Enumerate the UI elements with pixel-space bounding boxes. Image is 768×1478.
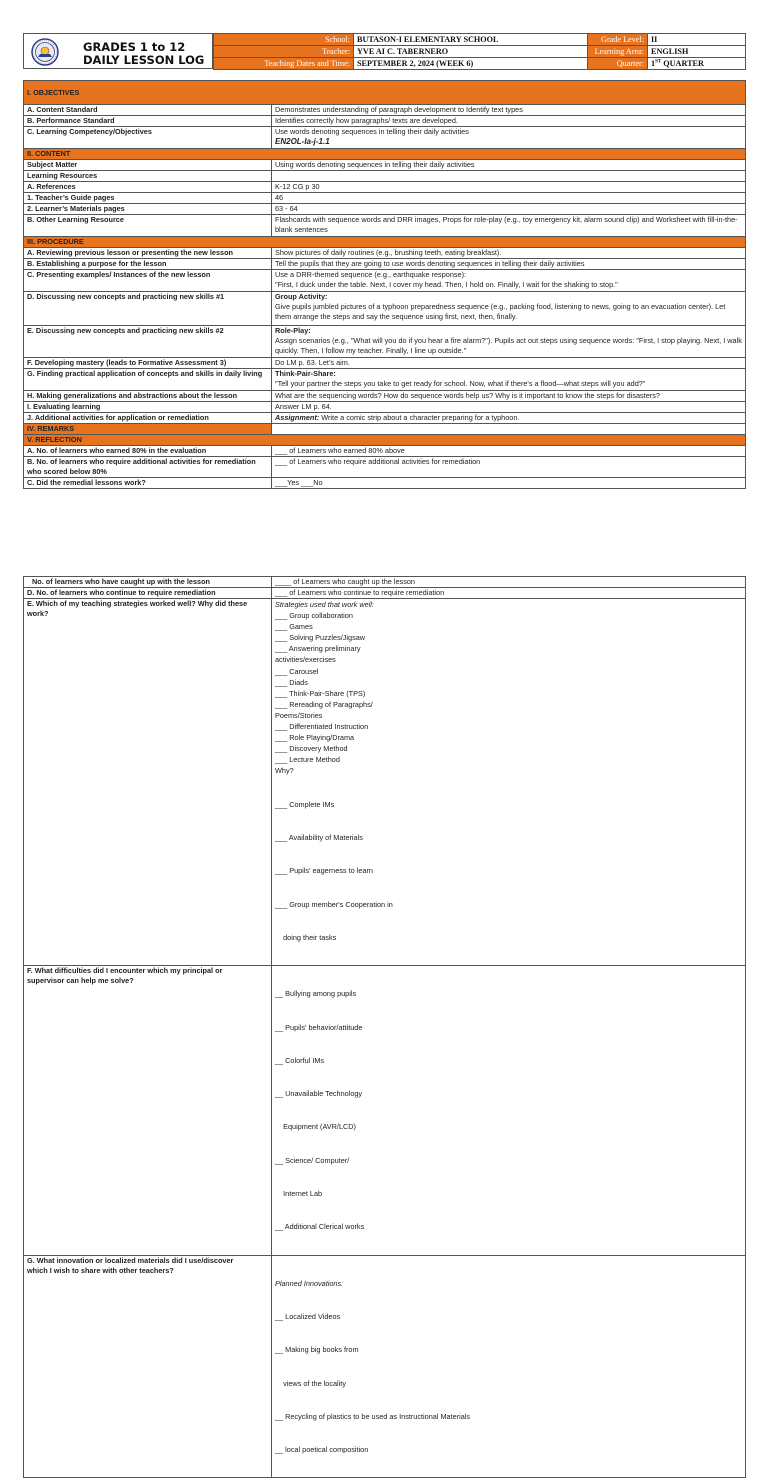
- deped-seal-icon: [31, 38, 59, 66]
- teaching-dates-label: Teaching Dates and Time:: [214, 58, 354, 70]
- subject-matter-label: Subject Matter: [24, 160, 272, 171]
- competency-code: EN2OL-Ia-j-1.1: [275, 137, 330, 146]
- content-standard-value: Demonstrates understanding of paragraph development to Identify text types: [272, 105, 746, 116]
- competency-value: Use words denoting sequences in telling their daily activities: [275, 127, 469, 136]
- logo-cell: [23, 33, 213, 69]
- school-value: BUTASON-I ELEMENTARY SCHOOL: [354, 34, 588, 46]
- content-standard-label: A. Content Standard: [24, 105, 272, 116]
- strategy-item: ___ Carousel: [275, 666, 319, 676]
- quarter-value: [648, 58, 746, 70]
- school-label: School:: [214, 34, 354, 46]
- proc-b-label: B. Establishing a purpose for the lesson: [24, 259, 272, 270]
- header-info-table: [213, 33, 746, 70]
- proc-i-label: I. Evaluating learning: [24, 402, 272, 413]
- proc-a-label: A. Reviewing previous lesson or presenting the new lesson: [24, 248, 272, 259]
- reflection-header: V. REFLECTION: [24, 435, 746, 446]
- title-line-2: DAILY LESSON LOG: [83, 53, 205, 67]
- innovation-item: __ local poetical composition: [275, 1445, 369, 1455]
- remarks-value: [272, 424, 746, 435]
- strategy-item: ___ Differentiated Instruction: [275, 722, 369, 732]
- proc-c-intro: Use a DRR-themed sequence (e.g., earthquake response):: [275, 270, 467, 279]
- strategies-label: E. Which of my teaching strategies worked well? Why did these work?: [24, 599, 272, 966]
- difficulties-cell: [272, 966, 746, 1255]
- strategies-cell: [272, 599, 746, 966]
- proc-c-example: "First, I duck under the table. Next, I cover my head. Then, I hold on. Finally, I wait for the shaking to stop.": [275, 280, 618, 289]
- teachers-guide-label: 1. Teacher’s Guide pages: [24, 193, 272, 204]
- strategy-item: ___ Answering preliminary: [275, 644, 361, 654]
- remarks-header: IV. REMARKS: [24, 424, 272, 435]
- quarter-label: Quarter:: [588, 58, 648, 70]
- refl-b-value: ___ of Learners who require additional activities for remediation: [272, 457, 746, 478]
- references-label: A. References: [24, 182, 272, 193]
- learning-area-value: ENGLISH: [648, 46, 746, 58]
- title-line-1: GRADES 1 to 12: [83, 40, 186, 54]
- why-list: [275, 777, 742, 966]
- innovation-title: Planned Innovations:: [275, 1278, 344, 1288]
- difficulty-item: __ Additional Clerical works: [275, 1222, 365, 1232]
- performance-standard-value: Identifies correctly how paragraphs/ texts are developed.: [272, 116, 746, 127]
- innovation-item: __ Making big books from: [275, 1345, 359, 1355]
- difficulty-item: __ Unavailable Technology: [275, 1089, 363, 1099]
- content-header: II. CONTENT: [24, 149, 746, 160]
- reflection-continued-table: [23, 576, 746, 1478]
- refl-c-value: ___Yes ___No: [272, 478, 746, 489]
- strategy-item: activities/exercises: [275, 655, 336, 665]
- quarter-suffix: ST: [655, 59, 662, 65]
- difficulty-item: Equipment (AVR/LCD): [275, 1122, 356, 1132]
- why-item: ___ Pupils' eagerness to learn: [275, 866, 373, 876]
- learners-materials-value: 63 - 64: [272, 204, 746, 215]
- innovation-cell: [272, 1255, 746, 1478]
- quarter-text: QUARTER: [661, 59, 704, 68]
- other-resource-label: B. Other Learning Resource: [24, 215, 272, 237]
- remediation-label: D. No. of learners who continue to require remediation: [24, 588, 272, 599]
- why-item: ___ Group member's Cooperation in: [275, 899, 393, 909]
- proc-g-cell: [272, 369, 746, 391]
- proc-f-value: Do LM p. 63. Let’s aim.: [272, 358, 746, 369]
- why-item: doing their tasks: [275, 932, 337, 942]
- proc-g-title: Think-Pair-Share:: [275, 369, 336, 378]
- teaching-dates-value: SEPTEMBER 2, 2024 (WEEK 6): [354, 58, 588, 70]
- strategies-title: Strategies used that work well:: [275, 600, 374, 609]
- procedure-header: III. PROCEDURE: [24, 237, 746, 248]
- learning-resources-value: [272, 171, 746, 182]
- grade-level-label: Grade Level:: [588, 34, 648, 46]
- refl-a-value: ___ of Learners who earned 80% above: [272, 446, 746, 457]
- subject-matter-value: Using words denoting sequences in telling their daily activities: [272, 160, 746, 171]
- strategy-item: ___ Role Playing/Drama: [275, 733, 355, 743]
- remediation-value: ___ of Learners who continue to require remediation: [272, 588, 746, 599]
- difficulty-item: __ Bullying among pupils: [275, 989, 357, 999]
- difficulty-item: __ Science/ Computer/: [275, 1155, 350, 1165]
- proc-f-label: F. Developing mastery (leads to Formative Assessment 3): [24, 358, 272, 369]
- innovation-item: __ Localized Videos: [275, 1312, 341, 1321]
- proc-d-label: D. Discussing new concepts and practicing new skills #1: [24, 292, 272, 326]
- proc-i-value: Answer LM p. 64.: [272, 402, 746, 413]
- objectives-header: I. OBJECTIVES: [24, 81, 746, 105]
- other-resource-value: Flashcards with sequence words and DRR images, Props for role-play (e.g., toy emergency kit, alarm sound clip) and Worksheet with fill-in-the-blank sentences: [272, 215, 746, 237]
- strategy-item: ___ Group collaboration: [275, 611, 353, 621]
- proc-h-value: What are the sequencing words? How do sequence words help us? Why is it important to know the steps for disasters?: [272, 391, 746, 402]
- teachers-guide-value: 46: [272, 193, 746, 204]
- proc-j-cell: [272, 413, 746, 424]
- proc-j-value: Write a comic strip about a character preparing for a typhoon.: [321, 413, 520, 422]
- proc-g-label: G. Finding practical application of concepts and skills in daily living: [24, 369, 272, 391]
- proc-e-value: Assign scenarios (e.g., "What will you do if you hear a fire alarm?"). Pupils act out steps using sequence words: "First, I stop playing. Next, I walk quickly. Then, I follow my teacher. Finally, I line up outside.": [275, 336, 742, 355]
- proc-e-cell: [272, 326, 746, 358]
- proc-d-value: Give pupils jumbled pictures of a typhoon preparedness sequence (e.g., packing food, listening to news, going to an evacuation center). Let them arrange the steps and say the sequence using first, next, then, finally.: [275, 302, 726, 321]
- strategy-item: ___ Diads: [275, 677, 308, 687]
- why-item: ___ Availability of Materials: [275, 832, 363, 842]
- caught-up-label: No. of learners who have caught up with the lesson: [24, 577, 272, 588]
- competency-cell: [272, 127, 746, 149]
- learners-materials-label: 2. Learner’s Materials pages: [24, 204, 272, 215]
- why-title: Why?: [275, 766, 294, 776]
- innovation-label: G. What innovation or localized materials did I use/discover which I wish to share with other teachers?: [24, 1255, 272, 1478]
- difficulties-label: F. What difficulties did I encounter which my principal or supervisor can help me solve?: [24, 966, 272, 1255]
- difficulty-item: __ Colorful IMs: [275, 1055, 325, 1065]
- lesson-log-table: [23, 80, 746, 489]
- refl-a-label: A. No. of learners who earned 80% in the evaluation: [24, 446, 272, 457]
- strategy-item: ___ Lecture Method: [275, 755, 340, 765]
- strategy-item: ___ Think-Pair-Share (TPS): [275, 688, 366, 698]
- why-item: ___ Complete IMs: [275, 799, 335, 809]
- competency-label: C. Learning Competency/Objectives: [24, 127, 272, 149]
- strategies-list: [275, 610, 742, 765]
- proc-d-cell: [272, 292, 746, 326]
- innovation-item: __ Recycling of plastics to be used as Instructional Materials: [275, 1411, 471, 1421]
- quarter-number: 1: [651, 59, 656, 68]
- proc-c-cell: [272, 270, 746, 292]
- proc-d-title: Group Activity:: [275, 292, 328, 301]
- document-header: [23, 33, 745, 69]
- learning-resources-label: Learning Resources: [24, 171, 272, 182]
- refl-c-label: C. Did the remedial lessons work?: [24, 478, 272, 489]
- proc-b-value: Tell the pupils that they are going to use words denoting sequences in telling their daily activities: [272, 259, 746, 270]
- learning-area-label: Learning Area:: [588, 46, 648, 58]
- difficulty-item: Internet Lab: [275, 1188, 323, 1198]
- strategy-item: ___ Rereading of Paragraphs/: [275, 699, 373, 709]
- performance-standard-label: B. Performance Standard: [24, 116, 272, 127]
- proc-h-label: H. Making generalizations and abstractions about the lesson: [24, 391, 272, 402]
- innovation-item: views of the locality: [275, 1378, 346, 1388]
- difficulty-item: __ Pupils' behavior/attitude: [275, 1022, 363, 1032]
- strategy-item: ___ Discovery Method: [275, 744, 348, 754]
- caught-up-value: ____ of Learners who caught up the lesson: [272, 577, 746, 588]
- proc-j-title: Assignment:: [275, 413, 320, 422]
- proc-e-title: Role-Play:: [275, 326, 311, 335]
- proc-c-label: C. Presenting examples/ Instances of the new lesson: [24, 270, 272, 292]
- proc-e-label: E. Discussing new concepts and practicing new skills #2: [24, 326, 272, 358]
- teacher-label: Teacher:: [214, 46, 354, 58]
- strategy-item: Poems/Stories: [275, 710, 323, 720]
- references-value: K-12 CG p 30: [272, 182, 746, 193]
- strategy-item: ___ Solving Puzzles/Jigsaw: [275, 633, 366, 643]
- refl-b-label: B. No. of learners who require additional activities for remediation who scored below 80%: [24, 457, 272, 478]
- proc-g-value: "Tell your partner the steps you take to get ready for school. Now, what if there's a flood—what steps will you add?": [275, 379, 646, 388]
- proc-a-value: Show pictures of daily routines (e.g., brushing teeth, eating breakfast).: [272, 248, 746, 259]
- grade-level-value: II: [648, 34, 746, 46]
- teacher-value: YVE AI C. TABERNERO: [354, 46, 588, 58]
- proc-j-label: J. Additional activities for application or remediation: [24, 413, 272, 424]
- strategy-item: ___ Games: [275, 622, 313, 632]
